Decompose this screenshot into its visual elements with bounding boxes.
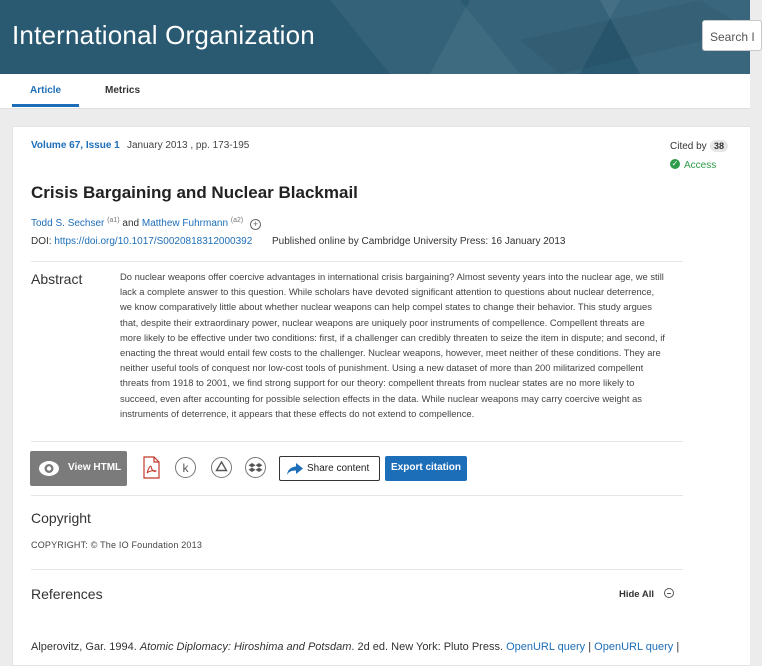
abstract-heading: Abstract xyxy=(31,271,83,287)
share-content-label: Share content xyxy=(307,463,370,474)
openurl-query-link[interactable]: OpenURL query xyxy=(594,641,674,653)
reference-details: . 2d ed. New York: Pluto Press. xyxy=(351,641,504,653)
share-content-button[interactable] xyxy=(279,456,380,481)
author-link[interactable]: Matthew Fuhrmann xyxy=(141,218,229,229)
view-html-label: View HTML xyxy=(68,462,122,473)
svg-text:k: k xyxy=(182,461,189,475)
divider xyxy=(31,261,683,262)
cited-by-count[interactable]: 38 xyxy=(710,140,728,152)
author-affiliation[interactable]: (a1) xyxy=(107,217,120,224)
abstract-text: Do nuclear weapons offer coercive advantages in international crisis bargaining? Almost seventy years into the nuclear age, we still lack a complete answer to this question. While scholars have devoted significant attention to questions about nuclear deterrence, we know comparatively little about whether nuclear weapons can help compel states to change their behavior. This study argues that, despite their extraordinary power, nuclear weapons are uniquely poor instruments of compellence. Compellent threats are more likely to be effective under two conditions: first, if a challenger can credibly threaten to seize the item in dispute; and second, if enacting the threat would entail few costs to the challenger. Nuclear weapons, however, meet neither of these conditions. They are neither useful tools of conquest nor low-cost tools of punishment. Using a new dataset of more than 200 militarized compellent threats from 1918 to 2001, we find strong support for our theory: compellent threats from nuclear states are no more likely to succeed, even after accounting for possible selection effects in the data. While nuclear weapons may carry coercive weight as instruments of deterrence, it appears that these effects do not extend to compellence. xyxy=(120,271,665,419)
access-label: Access xyxy=(684,160,717,171)
reference-title: Atomic Diplomacy: Hiroshima and Potsdam xyxy=(139,641,352,653)
check-icon: ✓ xyxy=(671,159,679,168)
active-tab-indicator xyxy=(12,104,79,107)
article-tabs xyxy=(0,74,750,109)
collapse-icon[interactable] xyxy=(664,588,674,598)
doi-label: DOI: xyxy=(31,236,52,247)
eye-icon xyxy=(38,460,60,477)
search-input[interactable]: Search I xyxy=(702,20,762,51)
author-link[interactable]: Todd S. Sechser xyxy=(31,218,105,229)
doi-link[interactable]: https://doi.org/10.1017/S0020818312000392 xyxy=(54,236,253,247)
kindle-icon[interactable] xyxy=(175,457,196,478)
copyright-heading: Copyright xyxy=(31,510,91,526)
copyright-text: COPYRIGHT: © The IO Foundation 2013 xyxy=(31,540,203,550)
reference-author: Alperovitz, Gar. 1994. xyxy=(31,641,137,653)
authors-joiner: and xyxy=(122,218,140,229)
divider xyxy=(31,569,683,570)
author-affiliation[interactable]: (a2) xyxy=(230,217,244,224)
expand-authors-icon[interactable]: + xyxy=(250,219,261,230)
google-drive-icon[interactable] xyxy=(211,457,232,478)
journal-header xyxy=(0,0,755,74)
hide-all-button[interactable]: Hide All xyxy=(619,589,655,600)
journal-title[interactable]: International Organization xyxy=(12,20,315,50)
doi-line xyxy=(31,236,252,247)
published-online: Published online by Cambridge University Press: 16 January 2013 xyxy=(272,236,566,247)
openurl-query-link[interactable]: OpenURL query xyxy=(506,641,586,653)
divider xyxy=(31,441,683,442)
share-icon xyxy=(286,462,304,476)
article-title: Crisis Bargaining and Nuclear Blackmail xyxy=(31,183,358,202)
article-card xyxy=(12,126,750,666)
references-heading: References xyxy=(31,586,103,602)
tab-metrics[interactable]: Metrics xyxy=(105,85,141,96)
reference-item xyxy=(31,641,679,653)
tab-article[interactable]: Article xyxy=(30,85,62,96)
reference-separator: | xyxy=(588,641,592,653)
view-html-button[interactable] xyxy=(30,451,127,486)
export-citation-button[interactable] xyxy=(385,456,467,481)
author-list xyxy=(31,217,261,230)
pdf-icon[interactable] xyxy=(143,456,160,479)
volume-issue-link[interactable]: Volume 67, Issue 1 xyxy=(31,140,120,151)
reference-separator: | xyxy=(676,641,680,653)
export-citation-label: Export citation xyxy=(391,462,462,473)
divider xyxy=(31,495,683,496)
dropbox-icon[interactable] xyxy=(245,457,266,478)
issue-date-pages: January 2013 , pp. 173-195 xyxy=(127,140,250,151)
cited-by-label[interactable]: Cited by xyxy=(670,141,707,152)
